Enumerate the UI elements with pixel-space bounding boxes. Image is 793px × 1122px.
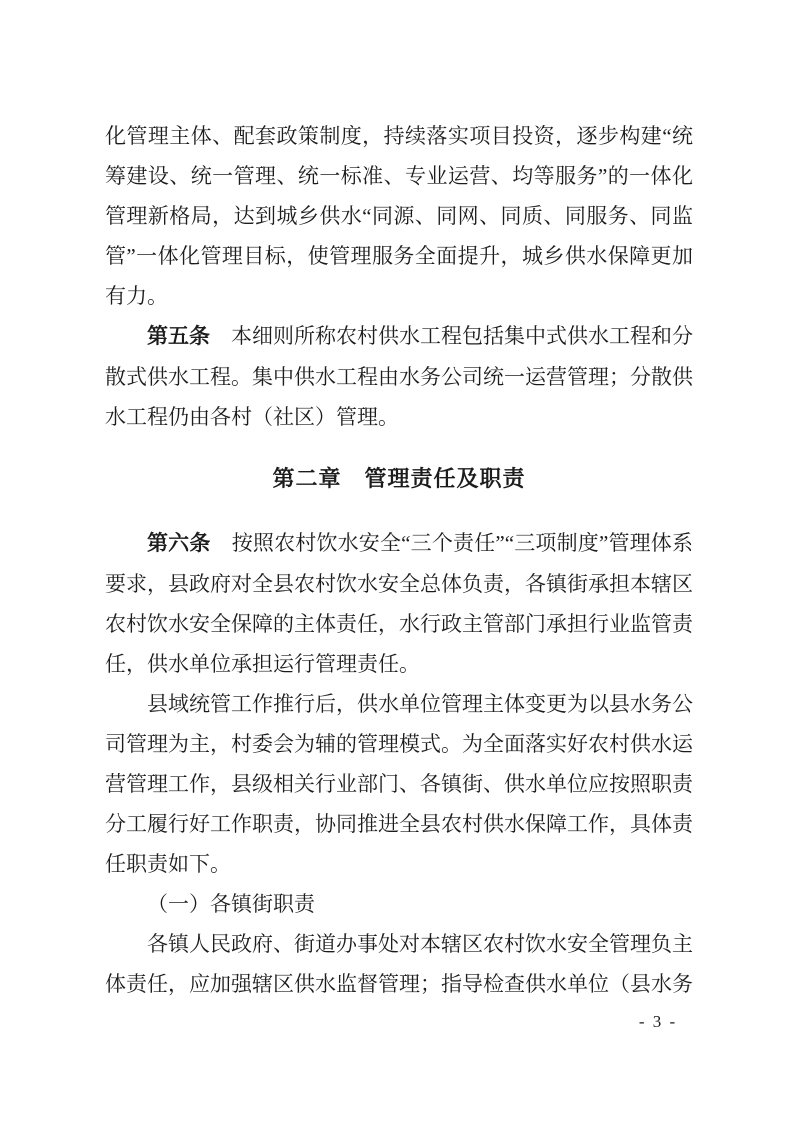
paragraph-continuation: [105, 116, 693, 316]
paragraph-county-management: [105, 684, 693, 884]
chapter-heading: 第二章 管理责任及职责: [272, 466, 526, 491]
paragraph-text: （一）各镇街职责: [147, 892, 315, 916]
article-clause-5: [105, 316, 693, 437]
paragraph-town-responsibility: [105, 924, 693, 1004]
paragraph-text: 本细则所称农村供水工程包括集中式供水工程和分散式供水工程。集中供水工程由水务公司统一运营管理；分散供水工程仍由各村（社区）管理。: [105, 324, 693, 429]
article-clause-6-label: 第六条: [147, 532, 211, 555]
paragraph-text: 化管理主体、配套政策制度，持续落实项目投资，逐步构建“统筹建设、统一管理、统一标准、专业运营、均等服务”的一体化管理新格局，达到城乡供水“同源、同网、同质、同服务、同监管”一体化管理目标，使管理服务全面提升，城乡供水保障更加有力。: [105, 124, 693, 308]
page-number: - 3 -: [638, 1012, 678, 1031]
article-clause-5-label: 第五条: [147, 325, 210, 348]
subsection-label-town-duties: [105, 884, 693, 924]
document-body: [105, 116, 693, 1004]
paragraph-text: 县域统管工作推行后，供水单位管理主体变更为以县水务公司管理为主，村委会为辅的管理模式。为全面落实好农村供水运营管理工作，县级相关行业部门、各镇街、供水单位应按照职责分工履行好工作职责，协同推进全县农村供水保障工作，具体责任职责如下。: [105, 692, 693, 876]
article-clause-6: [105, 523, 693, 684]
paragraph-text: 按照农村饮水安全“三个责任”“三项制度”管理体系要求，县政府对全县农村饮水安全总体负责，各镇街承担本辖区农村饮水安全保障的主体责任，水行政主管部门承担行业监管责任，供水单位承担运行管理责任。: [105, 531, 693, 676]
paragraph-text: 各镇人民政府、街道办事处对本辖区农村饮水安全管理负主体责任，应加强辖区供水监督管理；指导检查供水单位（县水务: [105, 932, 693, 996]
